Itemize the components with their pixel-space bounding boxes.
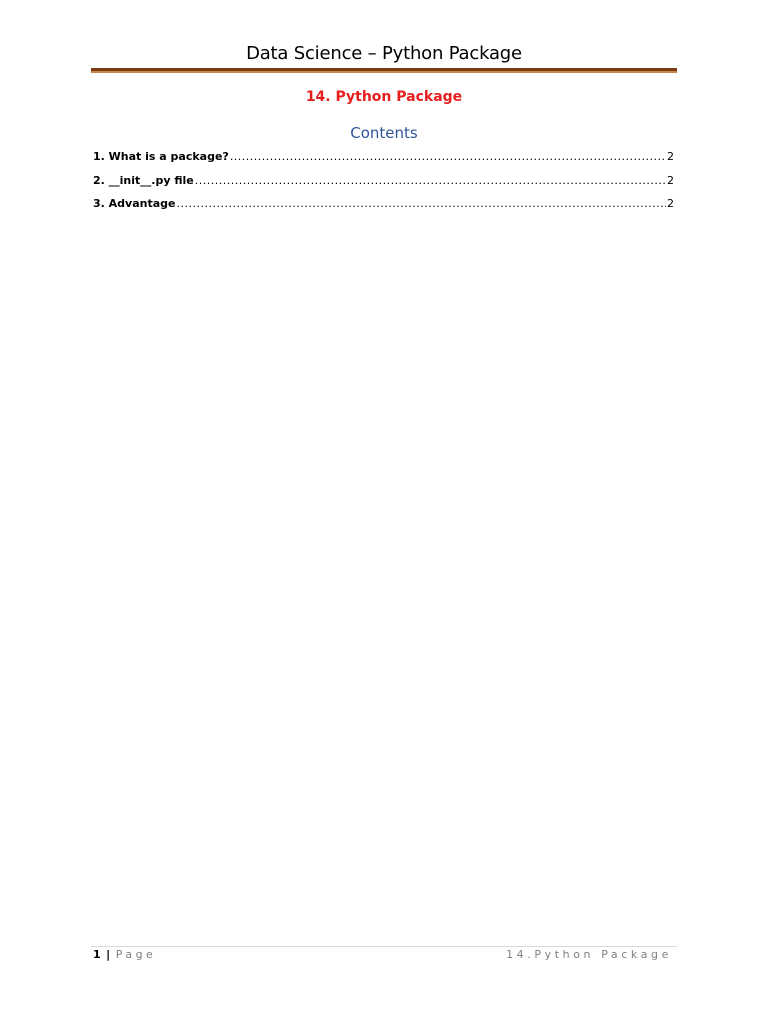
footer-separator: | bbox=[106, 948, 111, 961]
toc-entry-page[interactable]: 2 bbox=[667, 197, 674, 210]
toc-entry-label[interactable]: 3. Advantage bbox=[93, 197, 176, 210]
toc-entry-page[interactable]: 2 bbox=[667, 150, 674, 163]
toc-entry[interactable] bbox=[93, 145, 674, 169]
toc-entry[interactable] bbox=[93, 169, 674, 193]
footer-rule bbox=[91, 946, 677, 947]
footer-page-number: 1 bbox=[93, 948, 101, 961]
toc-entry-label[interactable]: 2. __init__.py file bbox=[93, 173, 194, 187]
toc-leader-dots bbox=[230, 145, 666, 169]
footer-chapter-title: 14.Python Package bbox=[506, 948, 672, 961]
toc-entry[interactable] bbox=[93, 192, 674, 216]
toc-entry-label[interactable]: 1. What is a package? bbox=[93, 150, 229, 163]
header-rule-accent bbox=[91, 71, 677, 73]
table-of-contents bbox=[93, 145, 674, 216]
contents-heading: Contents bbox=[350, 124, 418, 142]
toc-entry-page[interactable]: 2 bbox=[667, 173, 674, 187]
toc-leader-dots bbox=[177, 192, 667, 216]
document-title: 14. Python Package bbox=[305, 89, 463, 105]
footer-page-indicator bbox=[93, 948, 156, 961]
header-title: Data Science – Python Package bbox=[246, 43, 522, 64]
footer-page-word: Page bbox=[115, 948, 157, 961]
toc-leader-dots bbox=[195, 169, 666, 193]
